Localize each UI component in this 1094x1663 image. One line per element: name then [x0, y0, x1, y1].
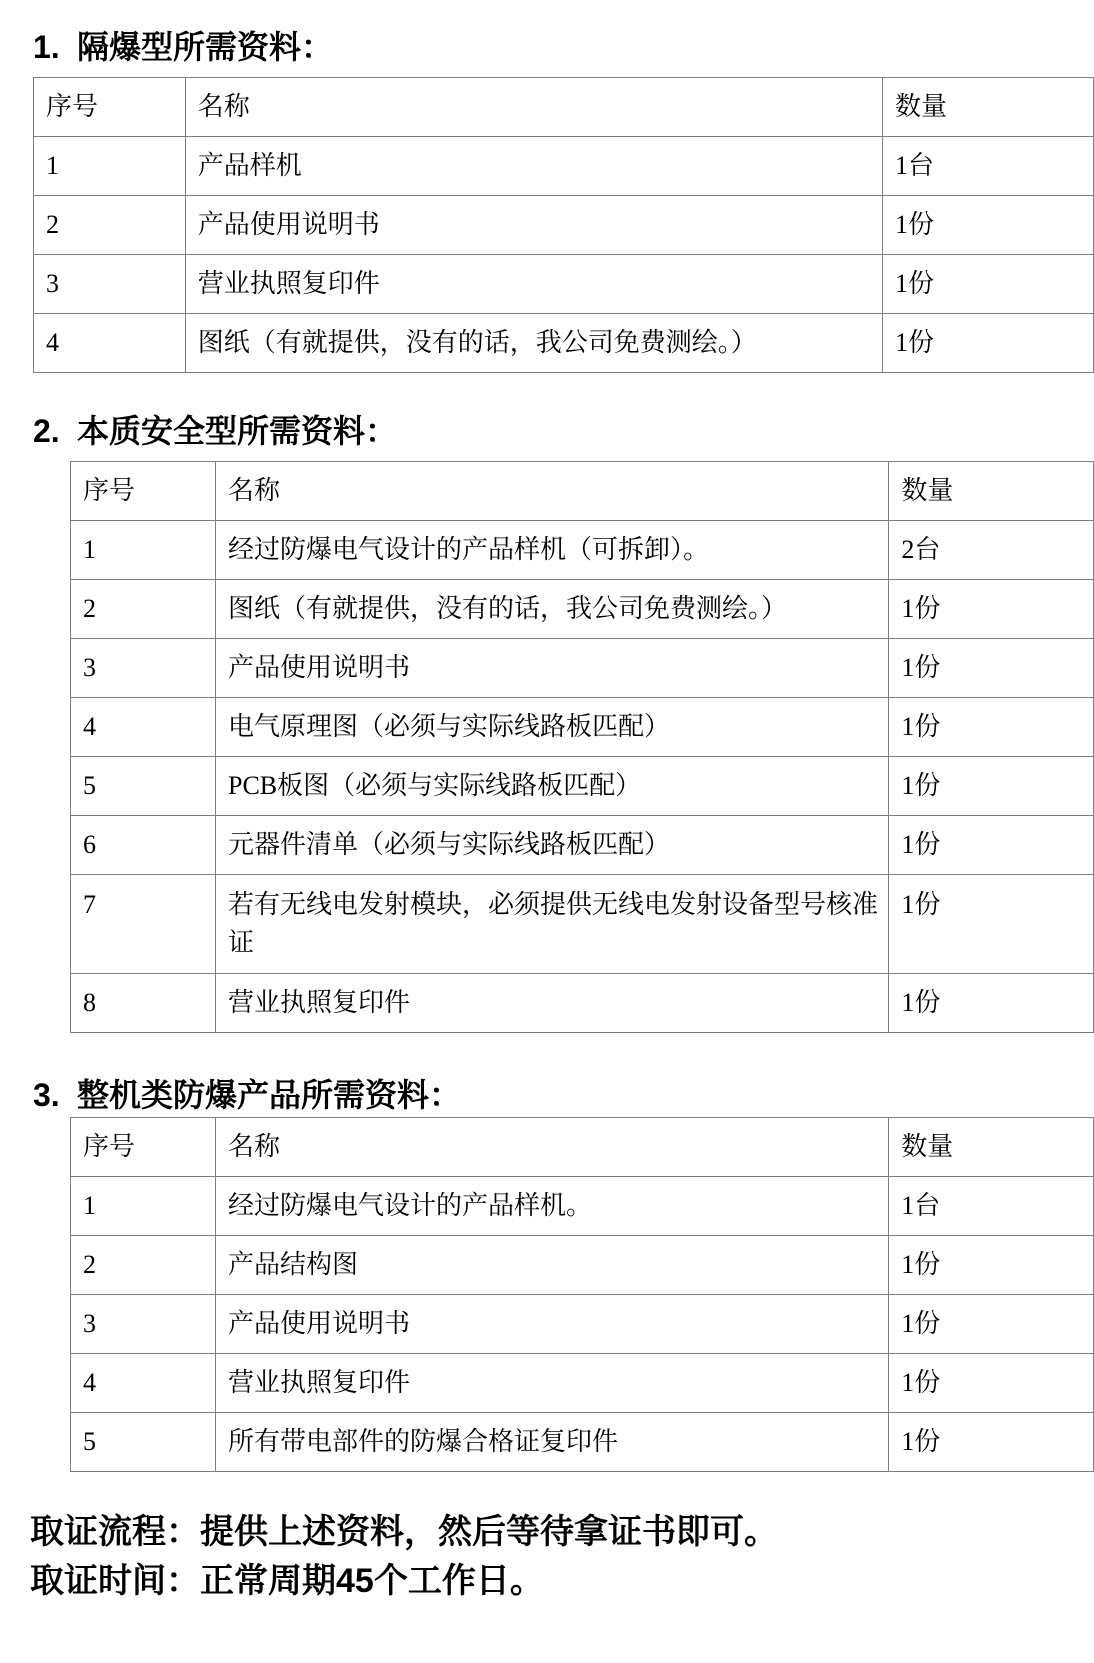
cell-qty: 1份: [889, 639, 1094, 698]
cell-name: 产品使用说明书: [185, 196, 882, 255]
document-page: [0, 27, 1094, 1606]
table-row: [71, 580, 1094, 639]
cell-qty: 2台: [889, 521, 1094, 580]
materials-table-flameproof: [33, 77, 1094, 373]
cell-name: 营业执照复印件: [185, 255, 882, 314]
table-header-row: [71, 462, 1094, 521]
cell-name: 产品使用说明书: [216, 1295, 889, 1354]
column-header-no: 序号: [71, 1118, 216, 1177]
column-header-name: 名称: [215, 462, 888, 521]
cell-no: 4: [71, 698, 216, 757]
column-header-name: 名称: [185, 78, 882, 137]
footer-time-line: 取证时间：正常周期45个工作日。: [30, 1562, 544, 1600]
footer-process-line: 取证流程：提供上述资料，然后等待拿证书即可。: [30, 1513, 778, 1551]
cell-no: 1: [71, 1177, 216, 1236]
table-row: [71, 816, 1094, 875]
cell-no: 2: [71, 1236, 216, 1295]
cell-name: 产品结构图: [216, 1236, 889, 1295]
materials-table-intrinsic-safety: [70, 461, 1094, 1033]
cell-qty: 1份: [889, 875, 1094, 974]
cell-no: 4: [71, 1354, 216, 1413]
cell-qty: 1份: [889, 974, 1094, 1033]
column-header-name: 名称: [216, 1118, 889, 1177]
cell-qty: 1份: [889, 698, 1094, 757]
cell-no: 1: [71, 521, 216, 580]
cell-qty: 1份: [883, 314, 1094, 373]
cell-no: 7: [71, 875, 216, 974]
table-row: [34, 137, 1094, 196]
cell-qty: 1份: [889, 1354, 1094, 1413]
cell-no: 6: [71, 816, 216, 875]
cell-no: 2: [34, 196, 186, 255]
cell-qty: 1份: [889, 816, 1094, 875]
cell-qty: 1份: [889, 757, 1094, 816]
materials-table-complete-machine: [70, 1117, 1094, 1472]
footer: [30, 1508, 1094, 1606]
cell-qty: 1份: [889, 1236, 1094, 1295]
cell-qty: 1份: [883, 255, 1094, 314]
cell-qty: 1台: [889, 1177, 1094, 1236]
cell-name: 产品样机: [185, 137, 882, 196]
cell-name: 产品使用说明书: [215, 639, 888, 698]
cell-name: 营业执照复印件: [215, 974, 888, 1033]
table-row: [34, 255, 1094, 314]
cell-qty: 1台: [883, 137, 1094, 196]
section-number: 1.: [33, 29, 60, 65]
cell-name: 营业执照复印件: [216, 1354, 889, 1413]
table-row: [71, 1177, 1094, 1236]
cell-no: 1: [34, 137, 186, 196]
table-row: [71, 521, 1094, 580]
cell-no: 5: [71, 757, 216, 816]
table-row: [71, 1295, 1094, 1354]
cell-qty: 1份: [883, 196, 1094, 255]
table-row: [71, 1413, 1094, 1472]
cell-no: 3: [71, 1295, 216, 1354]
section-title-1: [33, 27, 1094, 67]
section-number: 3.: [33, 1077, 60, 1113]
cell-name: PCB板图（必须与实际线路板匹配）: [215, 757, 888, 816]
cell-qty: 1份: [889, 1295, 1094, 1354]
section-title-3: [33, 1075, 1094, 1115]
section-title-text: 隔爆型所需资料：: [77, 29, 334, 65]
column-header-qty: 数量: [883, 78, 1094, 137]
cell-qty: 1份: [889, 580, 1094, 639]
cell-no: 4: [34, 314, 186, 373]
cell-no: 2: [71, 580, 216, 639]
cell-qty: 1份: [889, 1413, 1094, 1472]
table-row: [71, 639, 1094, 698]
cell-name: 图纸（有就提供，没有的话，我公司免费测绘。）: [185, 314, 882, 373]
table-row: [71, 875, 1094, 974]
column-header-qty: 数量: [889, 462, 1094, 521]
cell-name: 经过防爆电气设计的产品样机（可拆卸）。: [215, 521, 888, 580]
table-row: [71, 974, 1094, 1033]
cell-name: 电气原理图（必须与实际线路板匹配）: [215, 698, 888, 757]
section-number: 2.: [33, 413, 60, 449]
cell-name: 图纸（有就提供，没有的话，我公司免费测绘。）: [215, 580, 888, 639]
column-header-no: 序号: [34, 78, 186, 137]
table-row: [71, 698, 1094, 757]
cell-name: 元器件清单（必须与实际线路板匹配）: [215, 816, 888, 875]
section-title-2: [33, 411, 1094, 451]
section-title-text: 本质安全型所需资料：: [77, 413, 398, 449]
column-header-qty: 数量: [889, 1118, 1094, 1177]
table-header-row: [71, 1118, 1094, 1177]
section-title-text: 整机类防爆产品所需资料：: [77, 1077, 462, 1113]
table-row: [71, 1236, 1094, 1295]
cell-name: 所有带电部件的防爆合格证复印件: [216, 1413, 889, 1472]
table-row: [71, 1354, 1094, 1413]
cell-no: 8: [71, 974, 216, 1033]
cell-no: 5: [71, 1413, 216, 1472]
table-row: [71, 757, 1094, 816]
cell-name: 若有无线电发射模块，必须提供无线电发射设备型号核准证: [215, 875, 888, 974]
cell-name: 经过防爆电气设计的产品样机。: [216, 1177, 889, 1236]
table-header-row: [34, 78, 1094, 137]
cell-no: 3: [71, 639, 216, 698]
table-row: [34, 314, 1094, 373]
column-header-no: 序号: [71, 462, 216, 521]
table-row: [34, 196, 1094, 255]
cell-no: 3: [34, 255, 186, 314]
